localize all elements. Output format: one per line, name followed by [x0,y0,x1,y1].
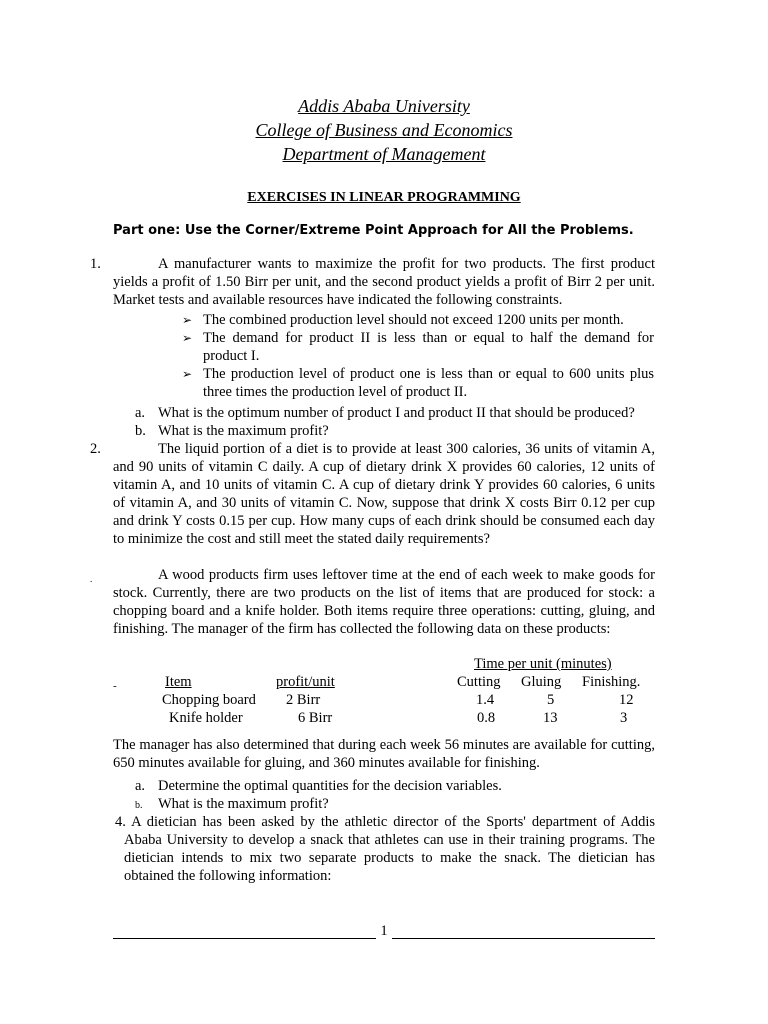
problem-3-text: A wood products firm uses leftover time at the end of each week to make goods for stock. Currently, there are two products on the list of items that are produced for stock: a chopping board and a knife holder. Both items require three operations: cutting, gluing, and finishing. The manager of the firm has collected the following data on these products: [113,567,655,637]
table-cell: 13 [543,710,558,726]
table-group-header: Time per unit (minutes) [474,656,612,672]
problem-4-text: 4. A dietician has been asked by the athletic director of the Sports' department of Addis Ababa University to develop a snack that athletes can use in their training programs. The dietician intends to mix two separate products to make the snack. The dietician has obtained the following information: [115,814,655,884]
question-item [135,777,655,795]
table-cell: Knife holder [169,710,243,726]
table-header-finishing: Finishing. [582,674,641,690]
problem-2-number: 2. [90,441,101,457]
bullet-text: The demand for product II is less than or equal to half the demand for product I. [203,330,654,364]
table-header-profit: profit/unit [276,674,335,690]
table-cell: 1.4 [476,692,495,708]
question-label: b. [135,800,143,811]
page-number: 1 [376,923,392,940]
table-cell: 3 [620,710,628,726]
arrow-bullet-icon: ➢ [182,331,193,345]
arrow-bullet-icon: ➢ [182,367,193,381]
table-cell: Chopping board [162,692,256,708]
problem-3-marker: . [90,574,93,584]
question-text: Determine the optimal quantities for the decision variables. [158,778,502,794]
table-row-marker: - [113,680,117,692]
question-item [135,404,655,422]
constraint-bullet [182,365,654,401]
question-text: What is the maximum profit? [158,796,329,812]
question-text: What is the maximum profit? [158,423,329,439]
question-text: What is the optimum number of product I and product II that should be produced? [158,405,635,421]
table-header-item: Item [165,674,192,690]
table-header-cutting: Cutting [457,674,501,690]
question-item [135,422,655,440]
constraint-bullet [182,329,654,365]
document-title: EXERCISES IN LINEAR PROGRAMMING [247,190,521,205]
question-label: a. [135,778,146,794]
bullet-text: The combined production level should not exceed 1200 units per month. [203,312,624,328]
table-cell: 6 Birr [298,710,333,726]
problem-1-number: 1. [90,256,101,272]
university-name: Addis Ababa University [298,96,470,116]
table-header-gluing: Gluing [521,674,562,690]
question-label: a. [135,405,146,421]
table-cell: 5 [547,692,555,708]
constraint-bullet [182,311,654,329]
problem-2-text: The liquid portion of a diet is to provide at least 300 calories, 36 units of vitamin A, and 90 units of vitamin C daily. A cup of dietary drink X provides 60 calories, 12 units of vitamin A, and 10 units of vitamin C. A cup of dietary drink Y provides 60 calories, 6 units of vitamin A, and 30 units of vitamin C. Now, suppose that drink X costs Birr 0.12 per cup and drink Y costs 0.15 per cup. How many cups of each drink should be consumed each day to minimize the cost and still meet the stated daily requirements? [113,441,655,547]
bullet-text: The production level of product one is less than or equal to 600 units plus three times the production level of product II. [203,366,654,400]
question-label: b. [135,423,146,439]
table-cell: 2 Birr [286,692,321,708]
table-cell: 0.8 [477,710,496,726]
college-name: College of Business and Economics [255,120,513,140]
problem-1-text: A manufacturer wants to maximize the profit for two products. The first product yields a profit of 1.50 Birr per unit, and the second product yields a profit of Birr 2 per unit. Market tests and available resources have indicated the following constraints. [113,256,655,308]
question-item [135,795,655,813]
problem-3-availability-text: The manager has also determined that during each week 56 minutes are available for cutting, 650 minutes available for gluing, and 360 minutes available for finishing. [113,737,655,771]
part-one-heading: Part one: Use the Corner/Extreme Point Approach for All the Problems. [113,223,634,238]
table-cell: 12 [619,692,634,708]
arrow-bullet-icon: ➢ [182,313,193,327]
department-name: Department of Management [282,144,486,164]
